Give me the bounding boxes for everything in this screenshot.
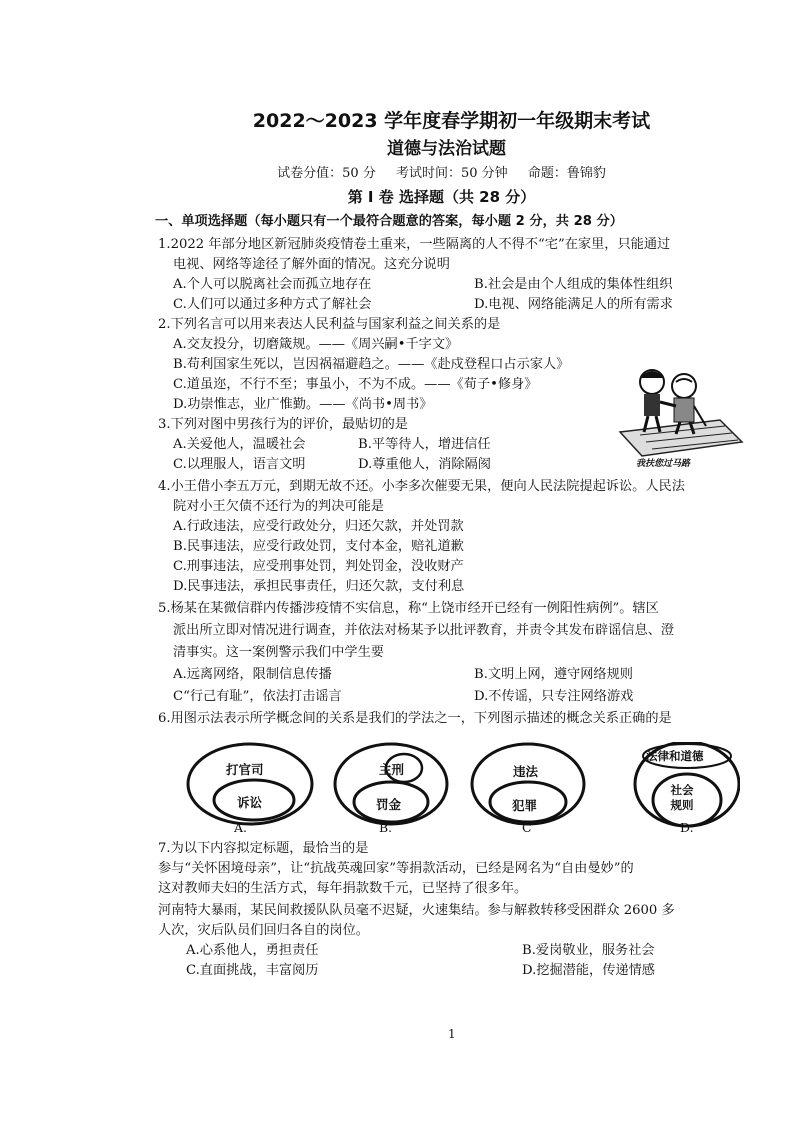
q4-option-d: D.民事违法，承担民事责任，归还欠款，支付利息 — [173, 579, 465, 594]
q2-stem: 2.下列名言可以用来表达人民利益与国家利益之间关系的是 — [158, 317, 501, 332]
q3-option-a: A.关爱他人，温暖社会 — [173, 437, 306, 452]
q5-stem-line3: 清事实。这一案例警示我们中学生要 — [173, 645, 384, 660]
exam-meta — [0, 162, 793, 181]
q2-option-d: D.功崇惟志，业广惟勤。——《尚书•周书》 — [173, 397, 433, 412]
q1-stem-line1: 1.2022 年部分地区新冠肺炎疫情卷土重来，一些隔离的人不得不“宅”在家里，只能通过 — [158, 237, 671, 252]
q7-option-a: A.心系他人，勇担责任 — [186, 943, 319, 958]
q6-b-inner: 罚金 — [376, 797, 402, 812]
q5-stem-line1: 5.杨某在某微信群内传播涉疫情不实信息，称“上饶市经开已经有一例阳性病例”。辖区 — [158, 601, 659, 616]
q5-stem-line2: 派出所立即对情况进行调查，并依法对杨某予以批评教育，并责令其发布辟谣信息、澄 — [173, 623, 675, 638]
q6-label-b: B. — [379, 820, 393, 835]
q2-option-a: A.交友投分，切磨箴规。——《周兴嗣•千字文》 — [173, 337, 459, 352]
q6-d-outer: 法律和道德 — [646, 749, 704, 763]
q3-option-d: D.尊重他人，消除隔阂 — [358, 457, 491, 472]
q4-option-b: B.民事违法，应受行政处罚，支付本金，赔礼道歉 — [173, 539, 464, 554]
exam-score: 试卷分值：50 分 — [277, 166, 376, 181]
q6-a-outer: 打官司 — [226, 762, 264, 777]
q7-option-c: C.直面挑战，丰富阅历 — [186, 963, 319, 978]
q4-option-a: A.行政违法，应受行政处分，归还欠款，并处罚款 — [173, 519, 464, 534]
q2-option-c: C.道虽迩，不行不至；事虽小，不为不成。——《荀子•修身》 — [173, 377, 538, 392]
q5-option-a: A.远离网络，限制信息传播 — [173, 667, 332, 682]
q7-paragraph1-line2: 这对教师夫妇的生活方式，每年捐款数千元，已坚持了很多年。 — [158, 881, 528, 896]
q7-paragraph2-line1: 河南特大暴雨，某民间救援队队员毫不迟疑，火速集结。参与解救转移受困群众 2600 多 — [158, 903, 675, 918]
q5-option-b: B.文明上网，遵守网络规则 — [474, 667, 633, 682]
q5-option-c: C“行己有耻”，依法打击谣言 — [173, 689, 342, 704]
q4-stem-line2: 院对小王欠债不还行为的判决可能是 — [173, 499, 384, 514]
q1-option-b: B.社会是由个人组成的集体性组织 — [474, 277, 673, 292]
boy-helping-elder-image — [610, 360, 750, 470]
q7-paragraph2-line2: 人次，灾后队员们回归各自的岗位。 — [158, 923, 369, 938]
q6-d-inner: 社会规则 — [670, 783, 694, 812]
exam-subtitle: 道德与法治试题 — [387, 139, 506, 159]
q7-option-b: B.爱岗敬业，服务社会 — [522, 943, 655, 958]
q3-illustration-caption: 我扶您过马路 — [636, 459, 691, 469]
q6-label-a: A. — [234, 820, 248, 835]
q5-option-d: D.不传谣，只专注网络游戏 — [474, 689, 634, 704]
q2-option-b: B.苟利国家生死以，岂因祸福避趋之。——《赴戍登程口占示家人》 — [173, 357, 570, 372]
q3-stem: 3.下列对图中男孩行为的评价，最贴切的是 — [158, 417, 408, 432]
q6-label-c: C — [522, 820, 532, 835]
q3-option-c: C.以理服人，语言文明 — [173, 457, 306, 472]
q3-illustration — [610, 360, 750, 470]
exam-author: 命题：鲁锦豹 — [527, 166, 606, 181]
section-heading: 第 Ⅰ 卷 选择题（共 28 分） — [347, 188, 536, 206]
q6-label-d: D. — [680, 820, 694, 835]
page-number: 1 — [448, 1027, 456, 1041]
q1-option-c: C.人们可以通过多种方式了解社会 — [173, 297, 372, 312]
exam-time: 考试时间：50 分钟 — [395, 166, 508, 181]
q1-option-a: A.个人可以脱离社会而孤立地存在 — [173, 277, 372, 292]
exam-title: 2022～2023 学年度春学期初一年级期末考试 — [252, 110, 651, 132]
q6-c-inner: 犯罪 — [512, 798, 538, 813]
q6-c-outer: 违法 — [513, 764, 539, 779]
q6-a-inner: 诉讼 — [237, 795, 263, 810]
q1-option-d: D.电视、网络能满足人的所有需求 — [474, 297, 673, 312]
q7-stem: 7.为以下内容拟定标题，最恰当的是 — [158, 841, 369, 856]
q3-option-b: B.平等待人，增进信任 — [358, 437, 491, 452]
part-heading: 一、单项选择题（每小题只有一个最符合题意的答案，每小题 2 分，共 28 分） — [155, 214, 623, 229]
q6-b-outer: 主刑 — [379, 762, 405, 777]
q7-paragraph1-line1: 参与“关怀困境母亲”，让“抗战英魂回家”等捐款活动，已经是网名为“自由曼妙”的 — [158, 861, 634, 876]
q4-stem-line1: 4.小王借小李五万元，到期无故不还。小李多次催要无果，便向人民法院提起诉讼。人民法 — [158, 479, 685, 494]
q7-option-d: D.挖掘潜能，传递情感 — [522, 963, 655, 978]
q6-stem: 6.用图示法表示所学概念间的关系是我们的学法之一，下列图示描述的概念关系正确的是 — [158, 711, 672, 726]
q1-stem-line2: 电视、网络等途径了解外面的情况。这充分说明 — [173, 257, 450, 272]
q4-option-c: C.刑事违法，应受刑事处罚，判处罚金，没收财产 — [173, 559, 464, 574]
